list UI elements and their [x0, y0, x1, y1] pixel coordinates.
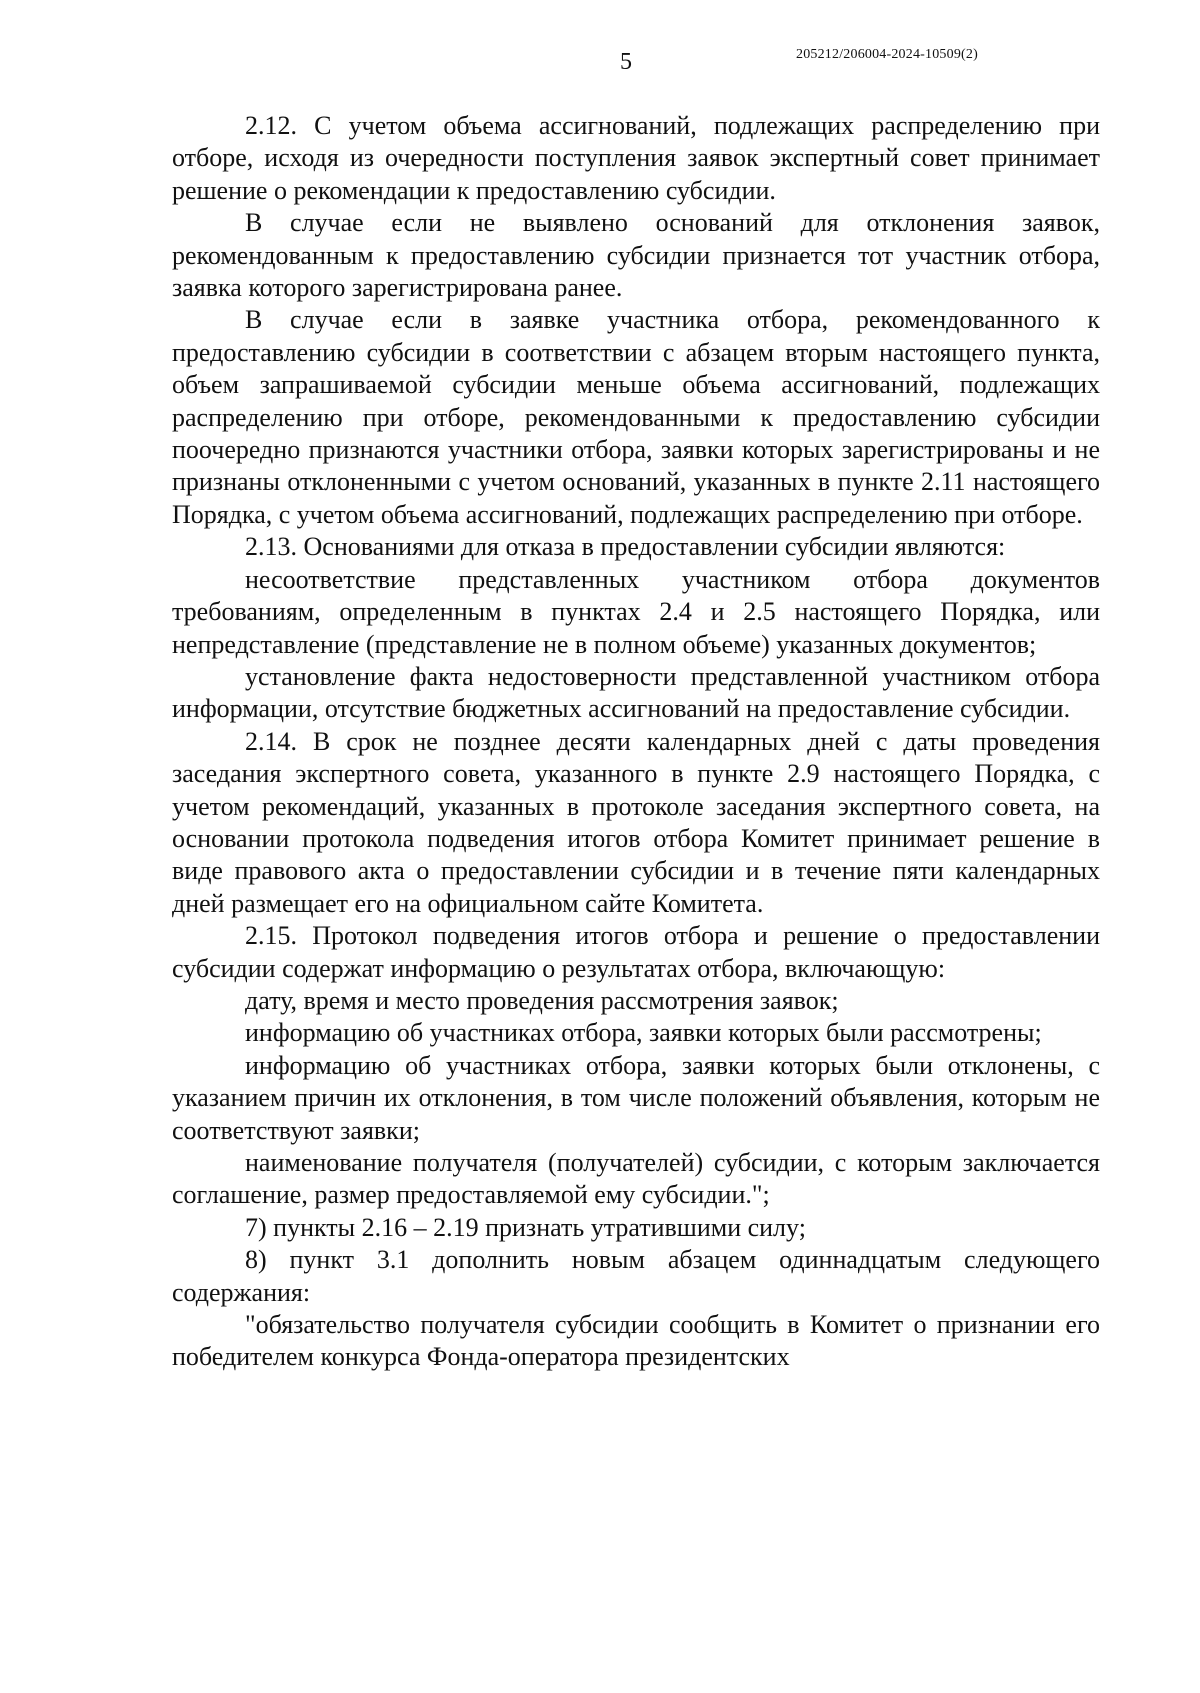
paragraph-2-12: 2.12. С учетом объема ассигнований, подлежащих распределению при отборе, исходя из очередности поступления заявок экспертный совет принимает решение о рекомендации к предоставлению субсидии.: [172, 111, 1100, 205]
paragraph: наименование получателя (получателей) субсидии, с которым заключается соглашение, размер предоставляемой ему субсидии.";: [172, 1148, 1100, 1210]
paragraph: "обязательство получателя субсидии сообщить в Комитет о признании его победителем конкурса Фонда-оператора президентских: [172, 1310, 1100, 1372]
paragraph-2-14: 2.14. В срок не позднее десяти календарных дней с даты проведения заседания экспертного совета, указанного в пункте 2.9 настоящего Порядка, с учетом рекомендаций, указанных в протоколе заседания экспертного совета, на основании протокола подведения итогов отбора Комитет принимает решение в виде правового акта о предоставлении субсидии и в течение пяти календарных дней размещает его на официальном сайте Комитета.: [172, 726, 1100, 918]
document-code: 205212/206004-2024-10509(2): [796, 47, 978, 62]
paragraph: установление факта недостоверности представленной участником отбора информации, отсутствие бюджетных ассигнований на предоставление субсидии.: [172, 661, 1100, 724]
paragraph-2-13: 2.13. Основаниями для отказа в предоставлении субсидии являются:: [245, 532, 1006, 562]
paragraph: информацию об участниках отбора, заявки которых были отклонены, с указанием причин их отклонения, в том числе положений объявления, которым не соответствуют заявки;: [172, 1050, 1100, 1145]
page-number: 5: [620, 49, 632, 75]
paragraph-2-15: 2.15. Протокол подведения итогов отбора и решение о предоставлении субсидии содержат информацию о результатах отбора, включающую:: [172, 921, 1100, 983]
paragraph-item-8: 8) пункт 3.1 дополнить новым абзацем одиннадцатым следующего содержания:: [172, 1245, 1100, 1307]
paragraph: дату, время и место проведения рассмотрения заявок;: [245, 985, 839, 1015]
paragraph: информацию об участниках отбора, заявки которых были рассмотрены;: [245, 1018, 1042, 1048]
document-body: [172, 110, 1100, 1374]
paragraph-item-7: 7) пункты 2.16 – 2.19 признать утратившими силу;: [245, 1212, 806, 1242]
paragraph: несоответствие представленных участником отбора документов требованиям, определенным в пунктах 2.4 и 2.5 настоящего Порядка, или непредставление (представление не в полном объеме) указанных документов;: [172, 564, 1100, 659]
paragraph: В случае если в заявке участника отбора, рекомендованного к предоставлению субсидии в соответствии с абзацем вторым настоящего пункта, объем запрашиваемой субсидии меньше объема ассигнований, подлежащих распределению при отборе, рекомендованными к предоставлению субсидии поочередно признаются участники отбора, заявки которых зарегистрированы и не признаны отклоненными с учетом оснований, указанных в пункте 2.11 настоящего Порядка, с учетом объема ассигнований, подлежащих распределению при отборе.: [172, 305, 1100, 529]
paragraph: В случае если не выявлено оснований для отклонения заявок, рекомендованным к предоставлению субсидии признается тот участник отбора, заявка которого зарегистрирована ранее.: [172, 208, 1100, 303]
